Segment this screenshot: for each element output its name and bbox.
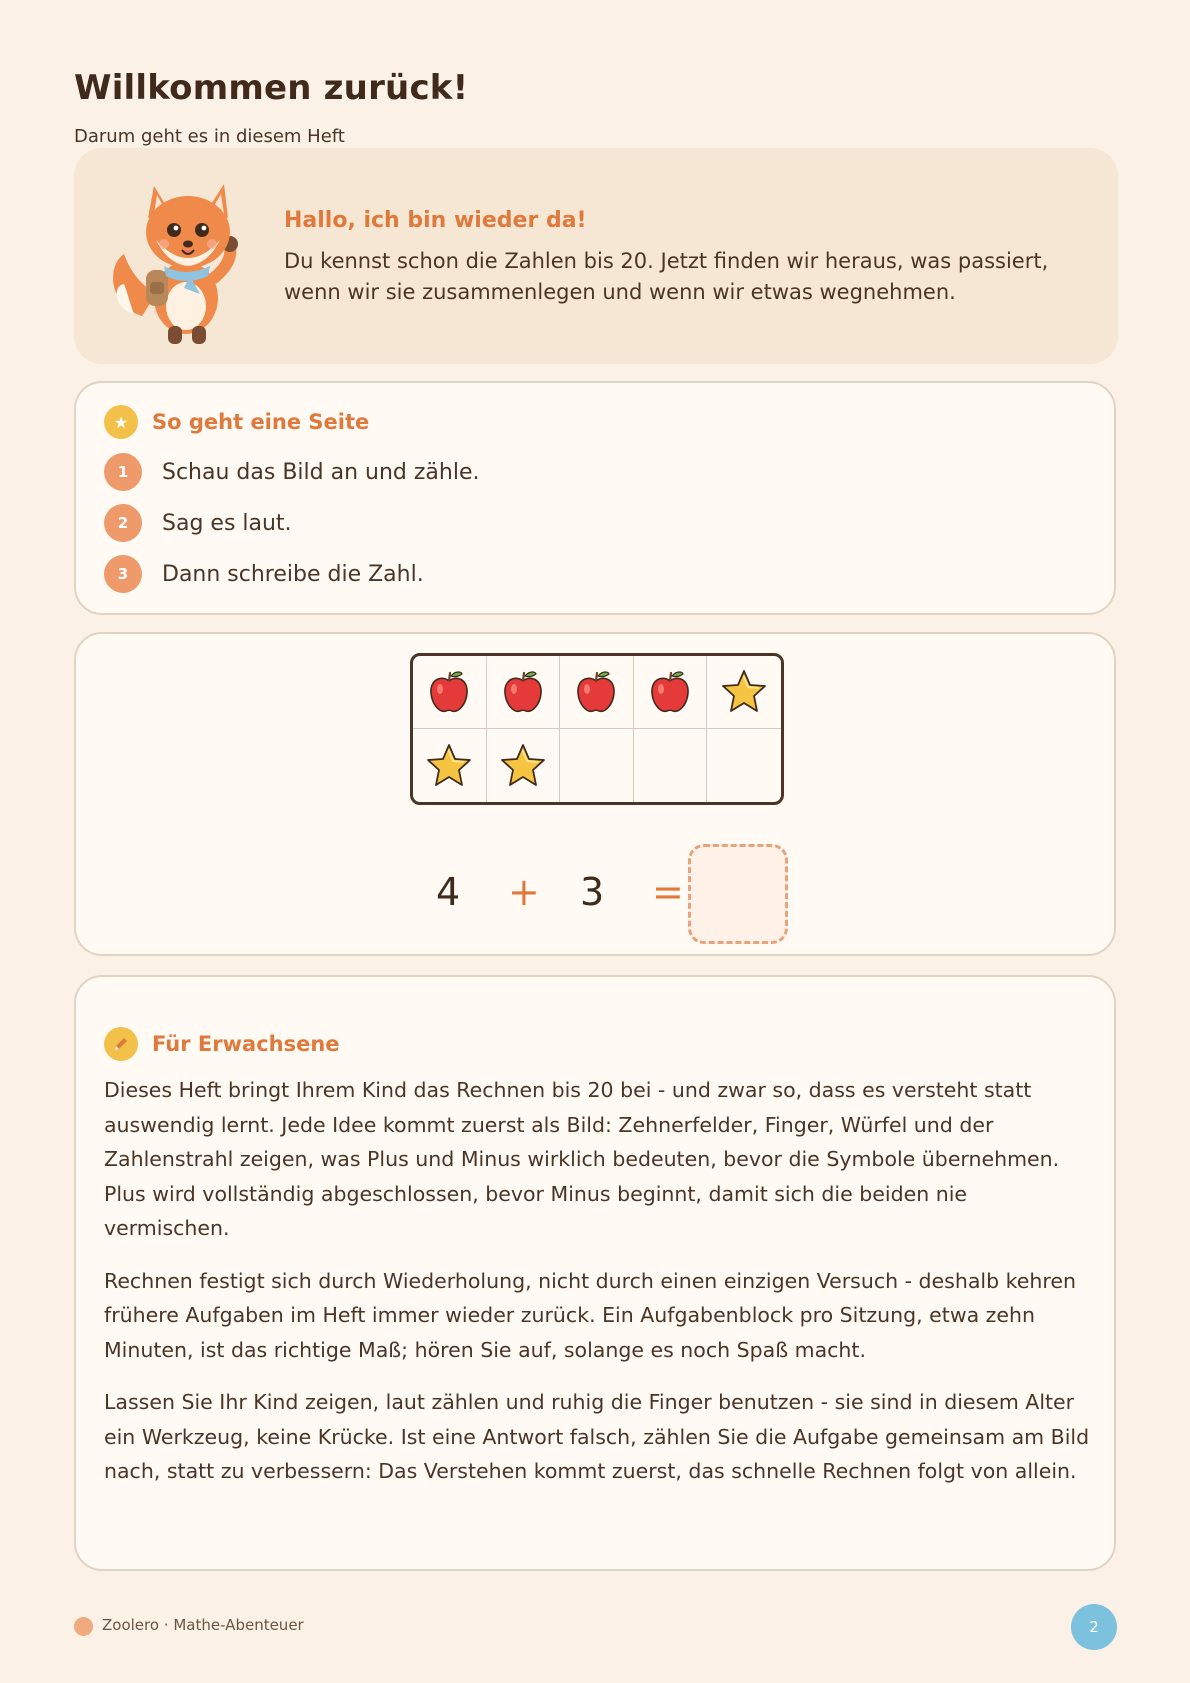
star-icon: ★ (104, 405, 138, 439)
footer-brand: Zoolero · Mathe-Abenteuer (102, 1616, 304, 1634)
page-title: Willkommen zurück! (74, 68, 469, 108)
step-text: Dann schreibe die Zahl. (162, 561, 424, 587)
intro-text: Du kennst schon die Zahlen bis 20. Jetzt finden wir heraus, was passiert, wenn wir sie zusammenlegen und wenn wir etwas wegnehmen. (284, 249, 1049, 304)
adults-paragraph: Dieses Heft bringt Ihrem Kind das Rechnen bis 20 bei - und zwar so, dass es versteht statt auswendig lernt. Jede Idee kommt zuerst als Bild: Zehnerfelder, Finger, Würfel und der Zahlenstrahl zeigen, was Plus und Minus wirklich bedeuten, bevor die Symbole übernehmen. Plus wird vollständig abgeschlossen, bevor Minus beginnt, damit sich die beiden nie vermischen. (104, 1078, 1060, 1240)
intro-heading: Hallo, ich bin wieder da! (284, 208, 587, 233)
answer-box[interactable] (688, 844, 788, 944)
page-subtitle: Darum geht es in diesem Heft (74, 126, 345, 147)
ten-frame-cell-apple (487, 656, 561, 729)
ten-frame-cell-empty (634, 729, 708, 802)
ten-frame-cell-apple (560, 656, 634, 729)
star-icon (424, 741, 474, 791)
step-number-badge: 2 (104, 504, 142, 542)
apple-icon (645, 667, 695, 717)
steps-header (104, 405, 369, 439)
equation-equals-sign: = (652, 870, 684, 914)
steps-card (74, 381, 1116, 615)
exercise-card (74, 632, 1116, 956)
step-text: Schau das Bild an und zähle. (162, 459, 480, 485)
apple-icon (424, 667, 474, 717)
pencil-icon (104, 1027, 138, 1061)
step-number-badge: 1 (104, 453, 142, 491)
ten-frame-cell-apple (413, 656, 487, 729)
fox-mascot-icon (104, 166, 264, 346)
equation-left-operand: 4 (436, 870, 461, 914)
step-item (104, 504, 292, 542)
footer-dot (74, 1617, 93, 1636)
star-icon (719, 667, 769, 717)
ten-frame-cell-star (487, 729, 561, 802)
adults-text (104, 1073, 1094, 1507)
step-item (104, 555, 424, 593)
step-text: Sag es laut. (162, 510, 292, 536)
ten-frame-cell-empty (560, 729, 634, 802)
ten-frame-cell-star (707, 656, 781, 729)
intro-card (74, 148, 1118, 364)
adults-paragraph: Rechnen festigt sich durch Wiederholung, nicht durch einen einzigen Versuch - deshalb kehren frühere Aufgaben im Heft immer wieder zurück. Ein Aufgabenblock pro Sitzung, etwa zehn Minuten, ist das richtige Maß; hören Sie auf, solange es noch Spaß macht. (104, 1268, 1076, 1362)
equation-plus-sign: + (508, 870, 540, 914)
step-number-badge: 3 (104, 555, 142, 593)
equation-right-operand: 3 (580, 870, 605, 914)
steps-heading: So geht eine Seite (152, 410, 370, 434)
star-icon (498, 741, 548, 791)
apple-icon (571, 667, 621, 717)
adults-heading: Für Erwachsene (152, 1032, 340, 1056)
ten-frame-cell-apple (634, 656, 708, 729)
apple-icon (498, 667, 548, 717)
adults-paragraph: Lassen Sie Ihr Kind zeigen, laut zählen und ruhig die Finger benutzen - sie sind in diesem Alter ein Werkzeug, keine Krücke. Ist eine Antwort falsch, zählen Sie die Aufgabe gemeinsam am Bild nach, statt zu verbessern: Das Verstehen kommt zuerst, das schnelle Rechnen folgt von allein. (104, 1390, 1090, 1483)
adults-header (104, 1027, 340, 1061)
ten-frame-cell-star (413, 729, 487, 802)
equation (76, 844, 1114, 944)
adults-card (74, 975, 1116, 1571)
page-number: 2 (1071, 1604, 1117, 1650)
ten-frame-cell-empty (707, 729, 781, 802)
ten-frame (410, 653, 784, 805)
step-item (104, 453, 479, 491)
